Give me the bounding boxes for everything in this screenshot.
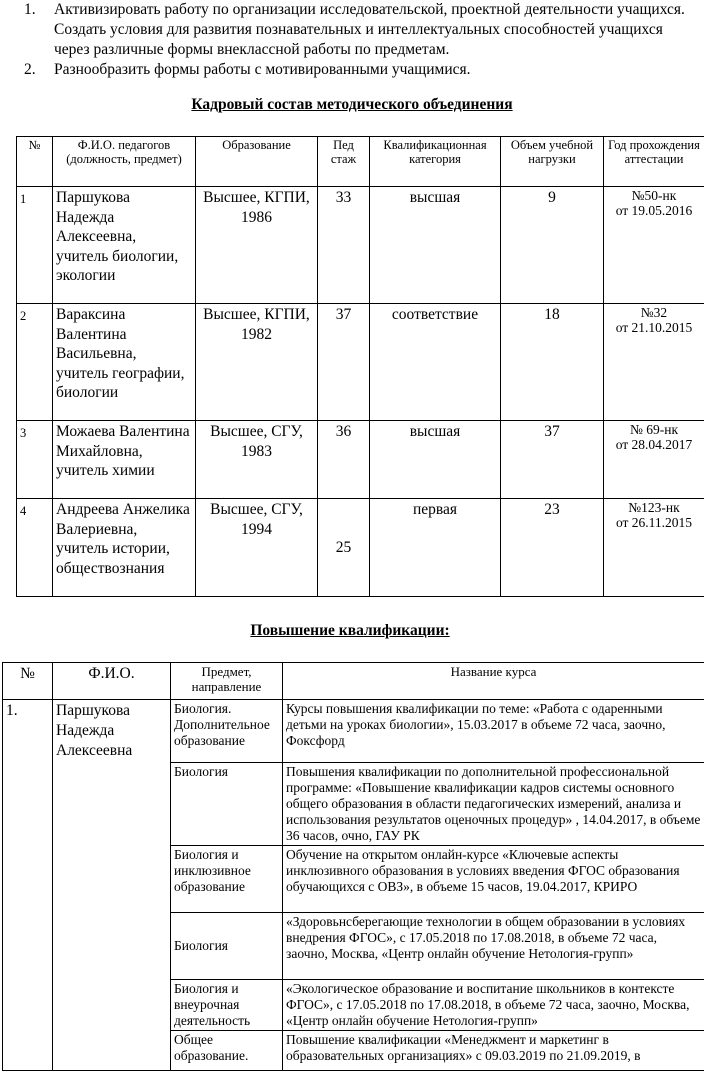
header-subject: Предмет, направление (171, 663, 283, 700)
table-row (3, 979, 704, 1030)
attestation-number: № 69-нк (607, 422, 701, 437)
attestation-number: №50-нк (607, 188, 701, 203)
row-course: «Экологическое образование и воспитание школьников в контексте ФГОС», с 17.05.2018 по 17.08.2018, в объеме 72 часа, заочно, Москва, «Центр онлайн обучение Нетология-групп» (283, 979, 704, 1030)
row-education: Высшее, СГУ, 1983 (196, 421, 318, 499)
row-num: 2 (17, 304, 53, 421)
row-attestation (604, 304, 704, 421)
row-education: Высшее, СГУ, 1994 (196, 499, 318, 597)
header-name: Ф.И.О. педагогов (должность, предмет) (53, 137, 196, 187)
table-row (3, 700, 704, 763)
table-row (3, 1030, 704, 1070)
header-attestation: Год прохождения аттестации (604, 137, 704, 187)
row-category: высшая (370, 421, 501, 499)
attestation-date: от 19.05.2016 (607, 203, 701, 218)
empty-cell (3, 1030, 53, 1070)
qualification-table (2, 662, 704, 1071)
table-row (3, 762, 704, 845)
row-course: Повышение квалификации «Менеджмент и маркетинг в образовательных организациях» с 09.03.2019 по 21.09.2019, в (283, 1030, 704, 1070)
row-subject: Общее образование. (171, 1030, 283, 1070)
table-row (17, 187, 704, 304)
table-row (17, 421, 704, 499)
goals-list (24, 0, 694, 80)
empty-cell (53, 1030, 171, 1070)
table-row (3, 912, 704, 979)
goal-item (24, 60, 694, 80)
goal-item (24, 0, 694, 60)
goal-number: 2. (24, 60, 36, 80)
row-category: высшая (370, 187, 501, 304)
row-education: Высшее, КГПИ, 1982 (196, 304, 318, 421)
table-row (17, 304, 704, 421)
row-stazh: 33 (318, 187, 370, 304)
goal-number: 1. (24, 0, 36, 20)
row-load: 23 (501, 499, 604, 597)
header-stazh: Пед стаж (318, 137, 370, 187)
row-name: Андреева Анжелика Валериевна, учитель истории, обществознания (53, 499, 196, 597)
row-category: соответствие (370, 304, 501, 421)
attestation-number: №32 (607, 305, 701, 320)
empty-cell (53, 979, 171, 1030)
empty-cell (53, 762, 171, 845)
row-attestation (604, 499, 704, 597)
row-num: 3 (17, 421, 53, 499)
attestation-date: от 26.11.2015 (607, 515, 701, 530)
row-category: первая (370, 499, 501, 597)
empty-cell (3, 979, 53, 1030)
empty-cell (3, 912, 53, 979)
empty-cell (53, 845, 171, 912)
header-category: Квалификационная категория (370, 137, 501, 187)
row-stazh: 37 (318, 304, 370, 421)
goal-text: Активизировать работу по организации исследовательской, проектной деятельности учащихся. Создать условия для развития познавательных и интеллектуальных способностей учащихся через различные формы внеклассной работы по предметам. (54, 1, 685, 58)
row-load: 18 (501, 304, 604, 421)
row-subject: Биология (171, 912, 283, 979)
staff-table (16, 136, 704, 597)
staff-header-row (17, 137, 704, 187)
table-row (17, 499, 704, 597)
row-attestation (604, 421, 704, 499)
header-load: Объем учебной нагрузки (501, 137, 604, 187)
empty-cell (3, 762, 53, 845)
qualification-section-title: Повышение квалификации: (0, 622, 702, 640)
row-subject: Биология (171, 762, 283, 845)
row-education: Высшее, КГПИ, 1986 (196, 187, 318, 304)
row-load: 37 (501, 421, 604, 499)
header-num: № (3, 663, 53, 700)
header-name: Ф.И.О. (53, 663, 171, 700)
row-num: 1 (17, 187, 53, 304)
header-education: Образование (196, 137, 318, 187)
row-num: 4 (17, 499, 53, 597)
row-course: «Здоровьнсберегающие технологии в общем образовании в условиях внедрения ФГОС», с 17.05.2018 по 17.08.2018, в объеме 72 часа, заочно, Москва, «Центр онлайн обучение Нетология-групп» (283, 912, 704, 979)
qualification-header-row (3, 663, 704, 700)
header-num: № (17, 137, 53, 187)
empty-cell (53, 912, 171, 979)
row-name: Вараксина Валентина Васильевна, учитель географии, биологии (53, 304, 196, 421)
table-row (3, 845, 704, 912)
row-course: Повышения квалификации по дополнительной профессиональной программе: «Повышение квалификации кадров системы основного общего образования в области педагогических измерений, анализа и использования результатов оценочных процедур» , 14.04.2017, в объеме 36 часов, очно, ГАУ РК (283, 762, 704, 845)
row-name: Паршукова Надежда Алексеевна, учитель биологии, экологии (53, 187, 196, 304)
attestation-date: от 28.04.2017 (607, 437, 701, 452)
empty-cell (3, 845, 53, 912)
row-subject: Биология и инклюзивное образование (171, 845, 283, 912)
row-stazh: 25 (318, 499, 370, 597)
attestation-number: №123-нк (607, 500, 701, 515)
row-attestation (604, 187, 704, 304)
row-course: Курсы повышения квалификации по теме: «Работа с одаренными детьми на уроках биологии», 15.03.2017 в объеме 72 часа, заочно, Фоксфорд (283, 700, 704, 763)
row-course: Обучение на открытом онлайн-курсе «Ключевые аспекты инклюзивного образования в условиях введения ФГОС образования обучающихся с ОВЗ», в объеме 15 часов, 19.04.2017, КРИРО (283, 845, 704, 912)
row-stazh: 36 (318, 421, 370, 499)
row-subject: Биология. Дополнительное образование (171, 700, 283, 763)
header-course: Название курса (283, 663, 704, 700)
row-name: Можаева Валентина Михайловна, учитель химии (53, 421, 196, 499)
attestation-date: от 21.10.2015 (607, 320, 701, 335)
row-load: 9 (501, 187, 604, 304)
row-subject: Биология и внеурочная деятельность (171, 979, 283, 1030)
person-name: Паршукова Надежда Алексеевна (53, 700, 171, 763)
person-num: 1. (3, 700, 53, 763)
staff-section-title: Кадровый состав методического объединения (0, 96, 704, 114)
goal-text: Разнообразить формы работы с мотивированными учащимися. (54, 61, 471, 78)
